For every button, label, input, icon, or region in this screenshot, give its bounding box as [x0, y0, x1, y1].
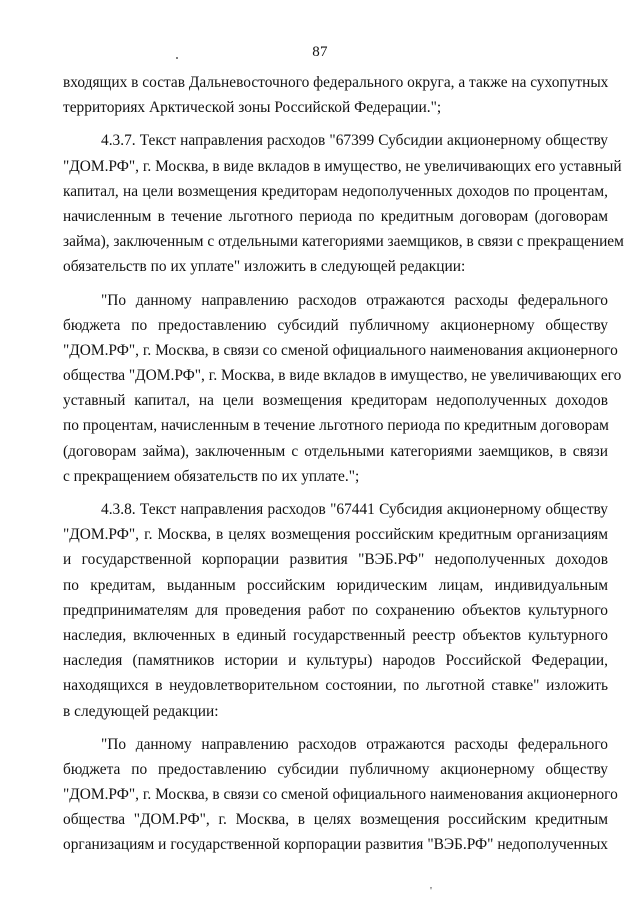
text-line: (договорам займа), заключенным с отдельными категориями заемщиков, в связи [63, 442, 608, 460]
text-line: капитал, на цели возмещения кредиторам недополученных доходов по процентам, [63, 182, 608, 200]
text-line: территориях Арктической зоны Российской Федерации."; [63, 99, 442, 117]
text-line: займа), заключенным с отдельными категориями заемщиков, в связи с прекращением [63, 233, 624, 251]
text-line: в следующей редакции: [63, 702, 219, 720]
text-line: бюджета по предоставлению субсидий публичному акционерному обществу [63, 316, 608, 334]
scan-mark: ' [430, 885, 432, 897]
text-line: "По данному направлению расходов отражаются расходы федерального [101, 291, 608, 309]
paragraph-continuation [63, 70, 608, 120]
text-line: бюджета по предоставлению субсидии публичному акционерному обществу [63, 760, 608, 778]
text-line: находящихся в неудовлетворительном состоянии, по льготной ставке" изложить [63, 677, 608, 695]
text-line: по процентам, начисленным в течение льготного периода по кредитным договорам [63, 417, 609, 435]
paragraph-4-3-7 [63, 128, 624, 279]
text-line: по кредитам, выданным российским юридическим лицам, индивидуальным [63, 576, 608, 594]
text-line: 4.3.8. Текст направления расходов "67441 Субсидия акционерному обществу [101, 501, 608, 518]
page-number: 87 [312, 44, 328, 60]
text-line: общества "ДОМ.РФ", г. Москва, в виде вкладов в имущество, не увеличивающих его [63, 367, 622, 385]
text-line: с прекращением обязательств по их уплате."; [63, 467, 360, 485]
text-line: "ДОМ.РФ", г. Москва, в связи со сменой официального наименования акционерного [63, 341, 618, 359]
text-line: "ДОМ.РФ", г. Москва, в целях возмещения российским кредитным организациям [63, 526, 608, 544]
text-line: общества "ДОМ.РФ", г. Москва, в целях возмещения российским кредитным [63, 811, 608, 829]
text-line: уставный капитал, на цели возмещения кредиторам недополученных доходов [63, 392, 608, 410]
text-line: "ДОМ.РФ", г. Москва, в виде вкладов в имущество, не увеличивающих его уставный [63, 157, 622, 175]
text-line: входящих в состав Дальневосточного федерального округа, а также на сухопутных [63, 74, 609, 91]
paragraph-quote-2 [63, 732, 618, 858]
text-line: наследия, включенных в единый государственный реестр объектов культурного [63, 626, 608, 644]
text-line: начисленным в течение льготного периода по кредитным договорам (договорам [63, 207, 608, 225]
document-body [63, 70, 624, 858]
paragraph-4-3-8 [63, 497, 608, 724]
paragraph-quote-1 [63, 288, 622, 490]
text-line: 4.3.7. Текст направления расходов "67399 Субсидии акционерному обществу [101, 132, 608, 150]
text-line: наследия (памятников истории и культуры) народов Российской Федерации, [63, 652, 608, 670]
text-line: обязательств по их уплате" изложить в следующей редакции: [63, 258, 466, 276]
text-line: "ДОМ.РФ", г. Москва, в связи со сменой официального наименования акционерного [63, 786, 618, 804]
text-line: и государственной корпорации развития "ВЭБ.РФ" недополученных доходов [63, 551, 608, 569]
text-line: "По данному направлению расходов отражаются расходы федерального [101, 735, 608, 753]
text-line: организациям и государственной корпорации развития "ВЭБ.РФ" недополученных [63, 836, 608, 854]
text-line: предпринимателям для проведения работ по сохранению объектов культурного [63, 601, 608, 619]
